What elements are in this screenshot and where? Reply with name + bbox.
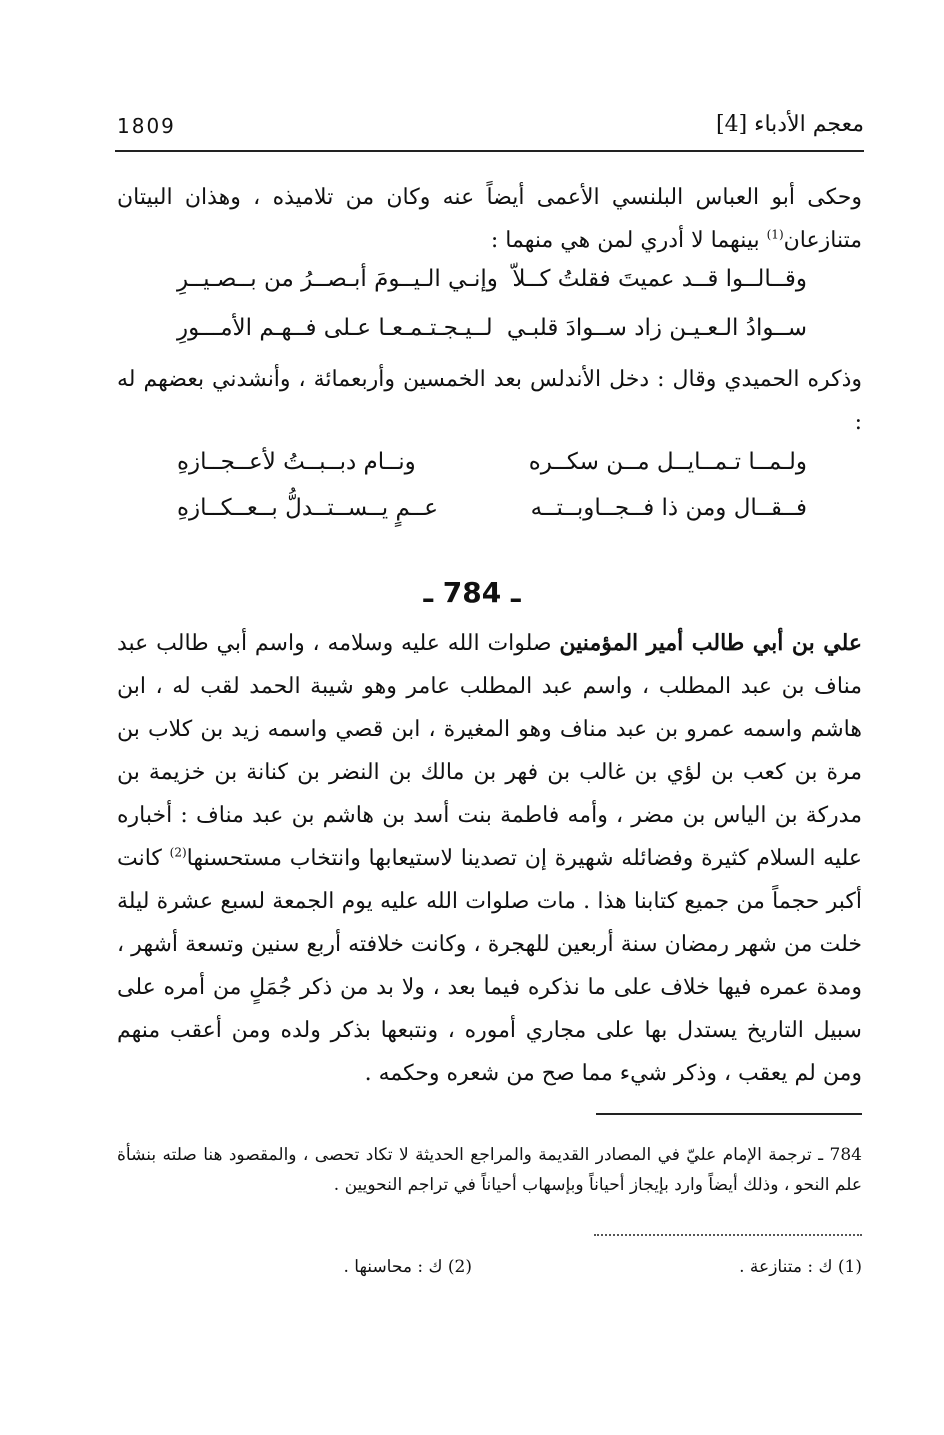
- verse-line: [117, 449, 862, 492]
- verse-line: [117, 266, 862, 309]
- running-title: معجم الأدباء [4]: [715, 112, 864, 137]
- footnote-ref-1: (1): [766, 227, 784, 242]
- variant-note-1: (1) ك : متنازعة .: [739, 1257, 862, 1277]
- page-number: 1809: [117, 114, 176, 138]
- verse-second-hemistich: عــمٍ يــســتــدلُّ بــعــكــازهِ: [177, 495, 438, 521]
- dotted-separator: [594, 1222, 862, 1236]
- verse-second-hemistich: ونــام دبــبــتُ لأعــجــازهِ: [177, 449, 416, 475]
- hamidi-paragraph: وذكره الحميدي وقال : دخل الأندلس بعد الخمسين وأربعمائة ، وأنشدني بعضهم له :: [117, 367, 862, 435]
- variant-notes: [117, 1257, 862, 1287]
- intro-paragraph: [117, 176, 862, 262]
- verse-line: [117, 315, 862, 358]
- intro-text-b: بينهما لا أدري لمن هي منهما :: [490, 228, 767, 253]
- verse-first-hemistich: ســوادُ الـعـيـن زاد ســوادَ قلبـي: [506, 315, 807, 341]
- entry-paragraph: [117, 622, 862, 1095]
- entry-text-b: كانت أكبر حجماً من جميع كتابنا هذا . مات صلوات الله عليه يوم الجمعة لسبع عشرة ليلة خلت من شهر رمضان سنة أربعين للهجرة ، وكانت خلافته أربع سنين وتسعة أشهر ، ومدة عمره فيها خلاف على ما نذكره فيما بعد ، ولا بد من ذكر جُمَلٍ من أمره على سبيل التاريخ يستدل بها على مجاري أموره ، ونتبعها بذكر ولده ومن أعقب منهم ومن لم يعقب ، وذكر شيء مما صح من شعره وحكمه .: [117, 846, 863, 1086]
- verse-first-hemistich: فــقــال ومن ذا فــجــاوبــتــه: [530, 495, 807, 521]
- variant-note-2: (2) ك : محاسنها .: [343, 1257, 472, 1277]
- intro-text-a: وحكى أبو العباس البلنسي الأعمى أيضاً عنه وكان من تلاميذه ، وهذان البيتان متنازعان: [117, 185, 862, 253]
- header-rule: [115, 150, 864, 152]
- entry-text-a: صلوات الله عليه وسلامه ، واسم أبي طالب عبد مناف بن عبد المطلب ، واسم عبد المطلب عامر وهو شيبة الحمد لقب له ، ابن هاشم واسمه عمرو بن عبد مناف وهو المغيرة ، ابن قصي واسمه زيد بن كلاب بن مرة بن كعب بن لؤي بن غالب بن فهر بن مالك بن النضر بن كنانة بن خزيمة بن مدركة بن الياس بن مضر ، وأمه فاطمة بنت أسد بن هاشم بن عبد مناف : أخباره عليه السلام كثيرة وفضائله شهيرة إن تصدينا لاستيعابها وانتخاب مستحسنها: [117, 631, 862, 871]
- verse-second-hemistich: وإنـي الـيــومَ أبـصــرُ من بــصـيــرِ: [177, 266, 498, 292]
- verse-first-hemistich: ولـمــا تـمــايــل مــن سكــره: [528, 449, 807, 475]
- verse-first-hemistich: وقــالــوا قــد عميتَ فقلتُ كــلاّ: [512, 266, 807, 292]
- entry-footnote: 784 ـ ترجمة الإمام عليّ في المصادر القديمة والمراجع الحديثة لا تكاد تحصى ، والمقصود هنا صلته بنشأة علم النحو ، وذلك أيضاً وارد بإيجاز أحياناً وبإسهاب أحياناً في تراجم النحويين .: [117, 1145, 862, 1195]
- entry-lead-name: علي بن أبي طالب أمير المؤمنين: [559, 630, 862, 656]
- footnote-ref-2: (2): [169, 845, 187, 860]
- footnote-rule: [596, 1113, 862, 1115]
- verse-second-hemistich: لــيـجـتـمـعـا عـلى فــهـم الأمـــورِ: [177, 315, 493, 341]
- entry-number: ـ 784 ـ: [423, 576, 521, 609]
- verse-line: [117, 495, 862, 538]
